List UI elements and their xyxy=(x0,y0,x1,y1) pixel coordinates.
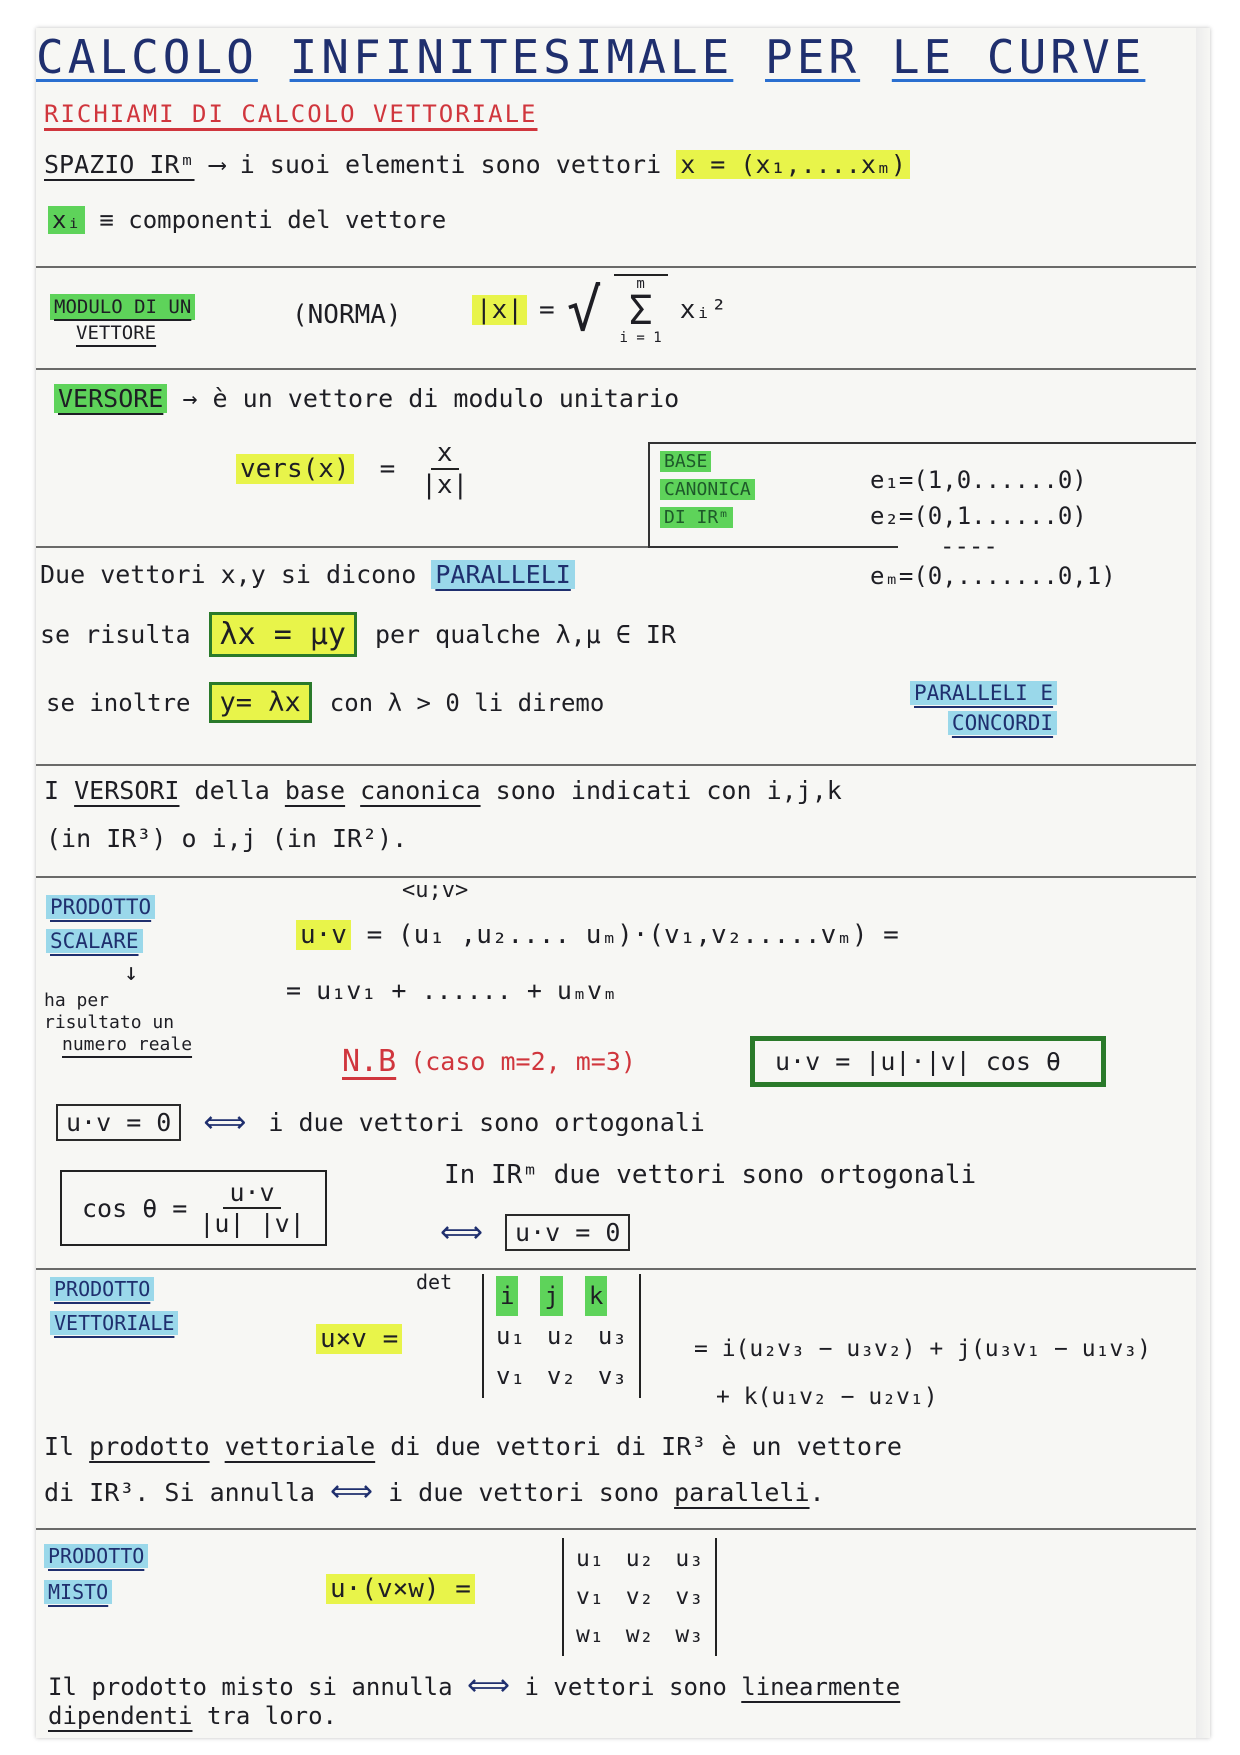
note-annulla: di IR³. Si annulla xyxy=(44,1478,315,1507)
page-title xyxy=(36,30,1145,84)
title-word-per: PER xyxy=(765,30,861,84)
modulo-label-line1: MODULO DI UN xyxy=(50,294,195,320)
nb-caso: (caso m=2, m=3) xyxy=(410,1047,636,1076)
nb-line xyxy=(342,1044,636,1079)
mm-u3: u₃ xyxy=(675,1546,704,1572)
matrix-j: j xyxy=(540,1276,562,1316)
matrix-i: i xyxy=(496,1276,518,1316)
vers-fraction xyxy=(421,438,468,500)
scalare-lhs: u·v xyxy=(296,920,351,950)
component-var: xᵢ xyxy=(48,206,85,234)
misto-label-1: PRODOTTO xyxy=(44,1544,148,1568)
misto-annulla: Il prodotto misto si annulla xyxy=(48,1673,453,1701)
versore-line xyxy=(54,384,679,413)
misto-note1 xyxy=(48,1668,900,1703)
cross-rhs2: + k(u₁v₂ − u₂v₁) xyxy=(716,1384,938,1410)
base-box-diagonal xyxy=(648,546,898,548)
cos-formula-box xyxy=(750,1036,1106,1087)
vers-lhs: vers(x) xyxy=(236,454,354,484)
ortogonali-line xyxy=(56,1104,705,1141)
triple-lhs: u·(v×w) = xyxy=(326,1574,475,1604)
mm-v1: v₁ xyxy=(576,1584,604,1610)
ris-line2: risultato un xyxy=(44,1012,175,1033)
versori-word: VERSORI xyxy=(74,776,180,805)
paralleli-label: PARALLELI xyxy=(431,560,574,589)
versori-line1 xyxy=(44,776,842,805)
spazio-label: SPAZIO IRᵐ xyxy=(44,150,195,179)
divider xyxy=(36,368,1210,370)
note-period: . xyxy=(809,1478,825,1507)
vers-den: |x| xyxy=(421,470,469,500)
con-lambda: con λ > 0 li diremo xyxy=(329,688,605,717)
equals: = xyxy=(538,295,555,325)
base-label-2: CANONICA xyxy=(660,479,755,500)
mm-w2: w₂ xyxy=(625,1622,654,1648)
note-vettoriale: vettoriale xyxy=(224,1432,376,1461)
sum-top: m xyxy=(636,276,645,292)
concordi: CONCORDI xyxy=(948,711,1057,735)
note-rest: di due vettori di IR³ è un vettore xyxy=(390,1432,902,1461)
divider xyxy=(36,546,648,548)
se-inoltre: se inoltre xyxy=(46,688,191,717)
scalare-formula2: = u₁v₁ + ...... + uₘvₘ xyxy=(286,976,618,1005)
note-paralleli: paralleli xyxy=(674,1478,810,1507)
cos-den: |u| |v| xyxy=(199,1209,305,1238)
cos-num: u·v xyxy=(223,1178,280,1209)
base-vectors xyxy=(870,462,1116,594)
det-label: det xyxy=(416,1270,453,1294)
paralleli-line3 xyxy=(46,682,604,723)
se-risulta: se risulta xyxy=(40,620,191,649)
misto-linearmente: linearmente xyxy=(741,1673,901,1701)
scalare-label xyxy=(46,890,155,958)
mm-v2: v₂ xyxy=(625,1584,654,1610)
base-label-1: BASE xyxy=(660,451,711,472)
vettoriale-note1 xyxy=(44,1432,902,1461)
sqrt-icon: √ xyxy=(566,276,602,344)
arrow: → xyxy=(182,384,198,413)
paralleli-text: Due vettori x,y si dicono xyxy=(40,560,417,589)
componenti-line xyxy=(48,206,446,234)
modulo-label xyxy=(50,294,195,346)
in-rm-line2 xyxy=(440,1214,630,1251)
modulo-label-line2: VETTORE xyxy=(76,322,157,344)
matrix-v3: v₃ xyxy=(597,1362,627,1390)
nb-label: N.B xyxy=(342,1044,397,1079)
divider xyxy=(36,876,1210,878)
lambda-mu-box: λx = μy xyxy=(209,612,357,657)
versori-canonica: canonica xyxy=(360,776,481,805)
versore-text: è un vettore di modulo unitario xyxy=(212,384,680,413)
misto-sono: i vettori sono xyxy=(524,1673,727,1701)
mm-u2: u₂ xyxy=(625,1546,654,1572)
cos-theta-box xyxy=(60,1170,327,1246)
scalare-label-2: SCALARE xyxy=(46,929,143,953)
versori-base: base xyxy=(284,776,346,805)
zero-dot-box-2: u·v = 0 xyxy=(505,1214,630,1251)
base-dots: ---- xyxy=(940,532,998,560)
spazio-text: i suoi elementi sono vettori xyxy=(239,150,662,179)
ortogonali-text: i due vettori sono ortogonali xyxy=(268,1108,705,1137)
note-sono: i due vettori sono xyxy=(388,1478,660,1507)
base-canonica-label xyxy=(660,448,755,532)
title-word-calcolo: CALCOLO xyxy=(36,30,258,84)
vettoriale-note2 xyxy=(44,1474,825,1509)
base-label-3: DI IRᵐ xyxy=(660,507,733,528)
matrix-u1: u₁ xyxy=(496,1322,525,1350)
vettoriale-lhs xyxy=(316,1324,402,1354)
paralleli-concordi-label xyxy=(910,678,1057,738)
vettoriale-label-1: PRODOTTO xyxy=(50,1277,154,1301)
mm-w3: w₃ xyxy=(675,1622,704,1648)
divider xyxy=(36,1528,1210,1530)
matrix-k: k xyxy=(585,1276,607,1316)
base-em: eₘ=(0,.......0,1) xyxy=(870,562,1116,590)
scalare-note: <u;v> xyxy=(402,878,469,903)
divider xyxy=(36,266,1210,268)
note-prodotto: prodotto xyxy=(89,1432,210,1461)
scalare-formula1 xyxy=(296,920,899,950)
misto-lhs xyxy=(326,1574,475,1604)
iff-arrow-icon: ⟺ xyxy=(330,1474,374,1509)
misto-tra-loro: tra loro. xyxy=(206,1702,337,1730)
mm-v3: v₃ xyxy=(675,1584,704,1610)
sum-bottom: i = 1 xyxy=(619,330,662,346)
cross-rhs1: = i(u₂v₃ − u₃v₂) + j(u₃v₁ − u₁v₃) xyxy=(694,1336,1151,1362)
paralleli-line2 xyxy=(40,612,676,657)
notebook-page xyxy=(36,28,1210,1738)
arrow: ⟶ xyxy=(209,150,225,179)
y-lambda-box: y= λx xyxy=(209,682,312,723)
misto-note2 xyxy=(48,1702,337,1730)
cos-formula: u·v = |u|·|v| cos θ xyxy=(775,1047,1061,1076)
vers-num: x xyxy=(431,438,459,470)
base-e2: e₂=(0,1......0) xyxy=(870,502,1087,530)
matrix-v1: v₁ xyxy=(496,1362,525,1390)
matrix-v2: v₂ xyxy=(546,1362,576,1390)
versori-indicati: sono indicati con i,j,k xyxy=(495,776,842,805)
versore-formula xyxy=(236,438,468,500)
misto-dipendenti: dipendenti xyxy=(48,1702,193,1730)
scalare-rhs1: = (u₁ ,u₂.... uₘ)·(v₁,v₂.....vₘ) = xyxy=(366,920,899,950)
triple-matrix xyxy=(562,1538,717,1656)
iff-arrow-icon: ⟺ xyxy=(203,1105,247,1140)
spazio-line xyxy=(44,150,910,179)
equals: = xyxy=(379,454,396,484)
sigma-icon: Σ xyxy=(628,288,653,334)
title-word-infinitesimale: INFINITESIMALE xyxy=(289,30,734,84)
down-arrow-icon: ↓ xyxy=(124,958,139,986)
matrix-u3: u₃ xyxy=(597,1322,627,1350)
modulo-formula xyxy=(472,274,727,346)
versori-della: della xyxy=(194,776,270,805)
vettoriale-label xyxy=(50,1272,178,1340)
risultato-note xyxy=(44,990,192,1056)
section-subtitle: RICHIAMI DI CALCOLO VETTORIALE xyxy=(44,100,538,128)
paralleli-e: PARALLELI E xyxy=(910,681,1057,705)
ris-line3: numero reale xyxy=(62,1034,193,1055)
note-il: Il xyxy=(44,1432,75,1461)
scalare-label-1: PRODOTTO xyxy=(46,895,155,919)
cross-lhs: u×v = xyxy=(316,1324,402,1354)
componenti-text: ≡ componenti del vettore xyxy=(99,206,447,234)
norma-label: (NORMA) xyxy=(292,300,402,330)
iff-arrow-icon: ⟺ xyxy=(440,1215,484,1250)
per-qualche: per qualche λ,μ ∈ IR xyxy=(374,620,676,649)
versore-label: VERSORE xyxy=(54,384,167,413)
vettoriale-label-2: VETTORIALE xyxy=(50,1311,178,1335)
modulo-lhs: |x| xyxy=(472,295,527,325)
misto-label xyxy=(44,1538,148,1610)
title-word-le-curve: LE CURVE xyxy=(891,30,1146,84)
mm-w1: w₁ xyxy=(576,1622,604,1648)
cos-lhs: cos θ = xyxy=(82,1193,188,1223)
in-rm-line: In IRᵐ due vettori sono ortogonali xyxy=(444,1160,977,1190)
zero-dot-box: u·v = 0 xyxy=(56,1104,181,1141)
vector-formula: x = (x₁,....xₘ) xyxy=(676,150,910,179)
base-e1: e₁=(1,0......0) xyxy=(870,466,1087,494)
cross-matrix xyxy=(482,1274,641,1398)
paralleli-line1 xyxy=(40,560,575,589)
divider xyxy=(36,1268,1210,1270)
cos-fraction xyxy=(199,1178,304,1238)
mm-u1: u₁ xyxy=(576,1546,604,1572)
versori-line2: (in IR³) o i,j (in IR²). xyxy=(46,824,408,853)
sum-term: xᵢ² xyxy=(679,295,727,325)
matrix-u2: u₂ xyxy=(546,1322,576,1350)
ris-line1: ha per xyxy=(44,990,110,1011)
misto-label-2: MISTO xyxy=(44,1580,112,1604)
sum-block xyxy=(614,274,668,346)
divider xyxy=(36,764,1210,766)
versori-i: I xyxy=(44,776,60,805)
iff-arrow-icon: ⟺ xyxy=(467,1668,511,1703)
